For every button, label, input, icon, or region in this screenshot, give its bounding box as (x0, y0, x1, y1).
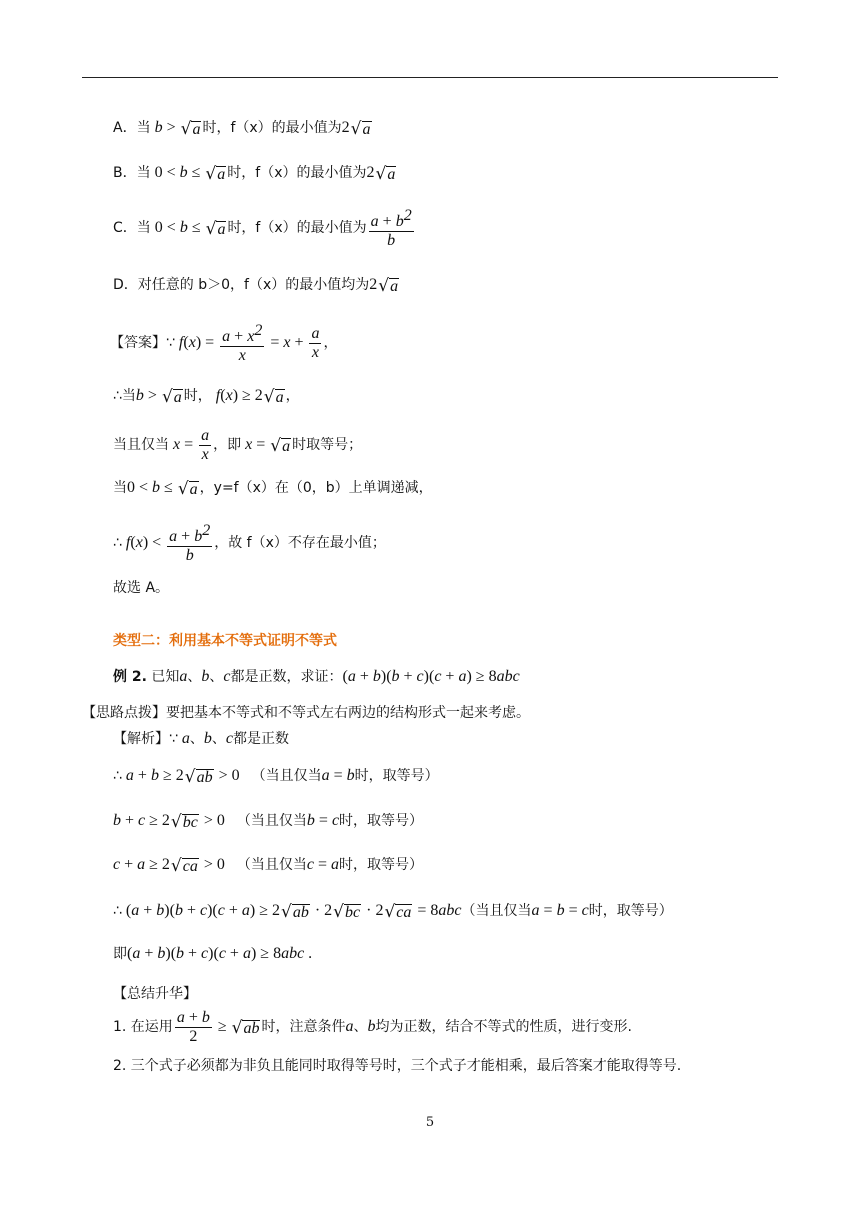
example-2: 例 2. 已知 a 、 b 、 c 都是正数，求证： ( a + b )( b + c )( c + a ) ≥ 8 abc (113, 668, 520, 685)
option-c: C．当 0 < b ≤ √ a 时，f（x）的最小值为 $\frac{a + b^2}{b}$ (113, 206, 412, 249)
solution-step-3: c + a ≥ 2 √ ca > 0 （当且仅当 c = a 时，取等号） (113, 855, 424, 876)
answer-line-3: 当且仅当 x = $\frac{a}{x}$ ，即 x = √ a 时取等号； (113, 426, 363, 463)
header-rule (82, 77, 778, 78)
page-number: 5 (425, 1115, 435, 1130)
answer-line-1: 【答案】∵ f ( x ) = $\frac{a + x^2}{x}$ = x + $\frac{a}{x}$ ， (110, 321, 338, 364)
option-b: B．当 0 < b ≤ √ a 时，f（x）的最小值为 2 √ a (113, 163, 396, 184)
answer-line-5: ∴ f ( x ) < $\frac{a + b^2}{b}$ ，故 f（x）不存在最小值； (113, 521, 386, 564)
solution-conclusion: 即 ( a + b )( b + c )( c + a ) ≥ 8 abc . (113, 945, 313, 962)
hint: 【思路点拨】要把基本不等式和不等式左右两边的结构形式一起来考虑。 (82, 705, 530, 721)
section-heading: 类型二：利用基本不等式证明不等式 (113, 633, 337, 649)
answer-line-4: 当 0 < b ≤ √ a ，y=f（x）在（0，b）上单调递减， (113, 478, 433, 499)
solution-step-4: ∴ ( a + b )( b + c )( c + a ) ≥ 2 √ ab · 2 √ bc · 2 √ ca = 8 abc （当且仅当 a = b = c 时，取等号） (113, 901, 673, 922)
solution-step-2: b + c ≥ 2 √ bc > 0 （当且仅当 b = c 时，取等号） (113, 811, 424, 832)
summary-title: 【总结升华】 (113, 986, 197, 1002)
answer-line-6: 故选 A。 (113, 580, 170, 596)
summary-item-1: 1. 在运用 $\frac{a + b}{2}$ ≥ √ ab 时，注意条件 a 、 b 均为正数，结合不等式的性质，进行变形. (113, 1008, 632, 1045)
answer-line-2: ∴当 b > √ a 时， f ( x ) ≥ 2 √ a ， (113, 386, 300, 407)
summary-item-2: 2. 三个式子必须都为非负且能同时取得等号时，三个式子才能相乘，最后答案才能取得等号. (113, 1058, 682, 1074)
option-d: D．对任意的 b＞0，f（x）的最小值均为 2 √ a (113, 275, 399, 296)
solution-step-1: ∴ a + b ≥ 2 √ ab > 0 （当且仅当 a = b 时，取等号） (113, 766, 439, 787)
option-a: A．当 b > √ a 时，f（x）的最小值为 2 √ a (113, 118, 371, 139)
solution-intro: 【解析】∵ a 、 b 、 c 都是正数 (113, 730, 290, 747)
